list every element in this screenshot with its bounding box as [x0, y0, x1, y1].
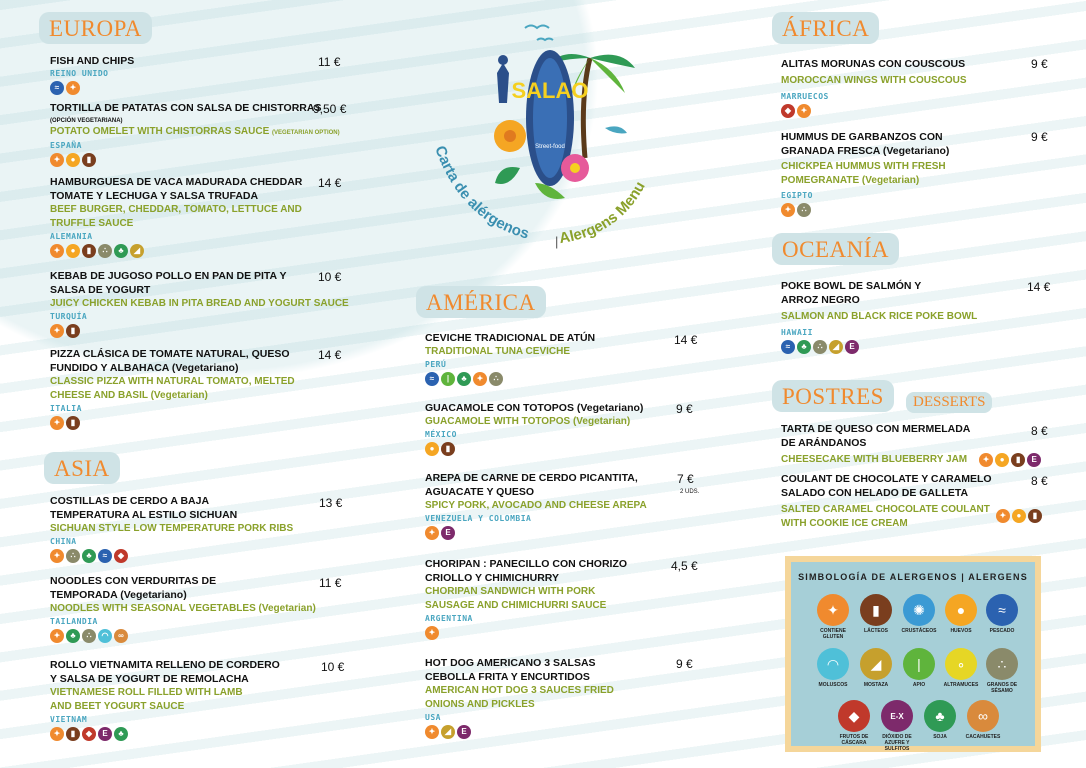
dish-country: MARRUECOS — [781, 92, 829, 101]
sesame-icon: ∴ — [82, 629, 96, 643]
celery-icon: | — [903, 648, 935, 680]
dish-name: ALITAS MORUNAS CON COUSCOUS — [781, 58, 966, 70]
dish-name: POKE BOWL DE SALMÓN Y — [781, 280, 922, 292]
dish-name: HOT DOG AMERICANO 3 SALSAS — [425, 657, 596, 669]
milk-jug-icon: ▮ — [1011, 453, 1025, 467]
dish-name-line2: AGUACATE Y QUESO — [425, 486, 535, 498]
dish-name-en-line2: TRUFFLE SAUCE — [50, 218, 134, 229]
postres-header: POSTRES — [772, 380, 894, 412]
dish-name-line2: DE ARÁNDANOS — [781, 437, 867, 449]
fish-icon: ≈ — [50, 81, 64, 95]
sesame-icon: ∴ — [66, 549, 80, 563]
dish-name-en: SICHUAN STYLE LOW TEMPERATURE PORK RIBS — [50, 523, 294, 534]
menu-item-hamburguesa — [50, 175, 302, 258]
wheat-icon: ✦ — [996, 509, 1010, 523]
dish-country: CHINA — [50, 537, 77, 546]
nut-icon: ◆ — [82, 727, 96, 741]
menu-item-pizza — [50, 347, 295, 430]
dish-name-note: (OPCIÓN VEGETARIANA) — [50, 118, 123, 124]
dish-price: 9,50 € — [313, 102, 347, 116]
dish-name-en-line2: AND BEET YOGURT SAUCE — [50, 701, 185, 712]
oceania-header: OCEANÍA — [772, 233, 899, 265]
dish-country: TAILANDIA — [50, 617, 98, 626]
logo-brand: SALAO — [511, 78, 589, 103]
wheat-icon: ✦ — [50, 324, 64, 338]
eggs-icon: ● — [995, 453, 1009, 467]
svg-text:Carta de alérgenos — [431, 144, 531, 243]
dish-price: 9 € — [676, 657, 693, 671]
menu-item-alitas-morunas — [781, 57, 967, 118]
dish-name: TARTA DE QUESO CON MERMELADA — [781, 423, 971, 435]
dish-name-line2: SALSA DE YOGURT — [50, 284, 151, 296]
logo-left-text: Carta de alérgenos — [431, 143, 531, 243]
dish-price: 13 € — [319, 496, 343, 510]
allergen-icons — [50, 727, 280, 741]
milk-jug-icon: ▮ — [66, 416, 80, 430]
dish-name: PIZZA CLÁSICA DE TOMATE NATURAL, QUESO — [50, 348, 290, 360]
dish-price: 9 € — [676, 402, 693, 416]
legend-sulfitos: E-X DIÓXIDO DE AZUFRE Y SULFITOS — [875, 700, 919, 752]
dish-price: 4,5 € — [671, 559, 698, 573]
menu-item-tarta-queso — [781, 422, 1041, 467]
dish-name-en: VIETNAMESE ROLL FILLED WITH LAMB — [50, 687, 243, 698]
allergen-icons — [425, 725, 614, 739]
milk-jug-icon: ▮ — [82, 244, 96, 258]
menu-item-ceviche — [425, 331, 595, 386]
soy-icon: ♣ — [66, 629, 80, 643]
dish-name-en: CHICKPEA HUMMUS WITH FRESH — [781, 161, 946, 172]
wheat-icon: ✦ — [50, 153, 64, 167]
nut-icon: ◆ — [114, 549, 128, 563]
asia-header: ASIA — [44, 452, 120, 484]
sesame-icon: ∴ — [797, 203, 811, 217]
dish-country: TURQUÍA — [50, 312, 88, 321]
allergen-icons — [50, 153, 340, 167]
dish-country: PERÚ — [425, 360, 447, 369]
lupin-icon: ∘ — [945, 648, 977, 680]
soy-icon: ♣ — [82, 549, 96, 563]
dish-name: NOODLES CON VERDURITAS DE — [50, 575, 217, 587]
dish-name-line2: TEMPORADA (Vegetariano) — [50, 589, 187, 601]
svg-text:Alergens Menu — [558, 179, 649, 247]
fish-icon: ≈ — [781, 340, 795, 354]
dish-units: 2 UDS. — [680, 489, 700, 495]
allergen-icons — [50, 81, 134, 95]
legend-mostaza: ◢ MOSTAZA — [854, 648, 898, 688]
sesame-icon: ∴ — [98, 244, 112, 258]
milk-jug-icon: ▮ — [441, 442, 455, 456]
legend-altramuces: ∘ ALTRAMUCES — [939, 648, 983, 688]
menu-item-fish-and-chips — [50, 54, 134, 95]
dish-country: REINO UNIDO — [50, 69, 109, 78]
dish-price: 8 € — [1031, 474, 1048, 488]
allergen-icons — [50, 244, 302, 258]
eggs-icon: ● — [1012, 509, 1026, 523]
dish-name: GUACAMOLE CON TOTOPOS (Vegetariano) — [425, 402, 644, 414]
allergen-icons — [50, 629, 316, 643]
dish-price: 14 € — [1027, 280, 1051, 294]
dish-name-line2: SALADO CON HELADO DE GALLETA — [781, 487, 969, 499]
dish-name: HUMMUS DE GARBANZOS CON — [781, 131, 943, 143]
salao-logo — [425, 18, 670, 258]
allergen-icons — [781, 203, 949, 217]
dish-name-line2: GRANADA FRESCA (Vegetariano) — [781, 145, 950, 157]
milk-jug-icon: ▮ — [1028, 509, 1042, 523]
wheat-icon: ✦ — [50, 416, 64, 430]
dish-name-en: CHEESECAKE WITH BLUEBERRY JAM — [781, 454, 968, 465]
menu-item-poke-bowl — [781, 279, 977, 354]
menu-item-hummus — [781, 130, 949, 217]
wheat-icon: ✦ — [50, 244, 64, 258]
dish-name-en: SPICY PORK, AVOCADO AND CHEESE AREPA — [425, 500, 647, 511]
dish-name: TORTILLA DE PATATAS CON SALSA DE CHISTORRAS — [50, 102, 322, 114]
legend-title: SIMBOLOGÍA DE ALERGENOS | ALERGENS — [798, 572, 1028, 582]
dish-name-en-line2: CHEESE AND BASIL (Vegetarian) — [50, 390, 208, 401]
menu-item-guacamole — [425, 401, 643, 456]
dish-name-en: SALTED CARAMEL CHOCOLATE COULANT — [781, 504, 990, 515]
allergen-icons — [50, 324, 349, 338]
menu-item-costillas — [50, 494, 293, 563]
dish-price: 8 € — [1031, 424, 1048, 438]
soy-icon: ♣ — [797, 340, 811, 354]
shell-icon: ◠ — [817, 648, 849, 680]
eggs-icon: ● — [945, 594, 977, 626]
dish-country: VIETNAM — [50, 715, 88, 724]
wheat-icon: ✦ — [66, 81, 80, 95]
europa-header: EUROPA — [39, 12, 152, 44]
legend-gluten: ✦ CONTIENE GLUTEN — [811, 594, 855, 640]
fish-icon: ≈ — [986, 594, 1018, 626]
logo-tag: Street-food — [535, 144, 565, 150]
legend-soja: ♣ SOJA — [918, 700, 962, 740]
legend-moluscos: ◠ MOLUSCOS — [811, 648, 855, 688]
sulphite-icon: E — [441, 526, 455, 540]
wheat-icon: ✦ — [425, 526, 439, 540]
wheat-icon: ✦ — [473, 372, 487, 386]
dish-name-line2: ARROZ NEGRO — [781, 294, 860, 306]
legend-pescado: ≈ PESCADO — [980, 594, 1024, 634]
allergen-icons — [425, 442, 643, 456]
sulphite-icon: E-X — [881, 700, 913, 732]
allergen-icons — [425, 626, 627, 640]
dish-country: ALEMANIA — [50, 232, 93, 241]
america-header: AMÉRICA — [416, 286, 546, 318]
eggs-icon: ● — [66, 153, 80, 167]
crab-icon: ✺ — [903, 594, 935, 626]
mustard-icon: ◢ — [860, 648, 892, 680]
menu-item-noodles — [50, 574, 316, 643]
dish-name-en-line2: ONIONS AND PICKLES — [425, 699, 535, 710]
nut-icon: ◆ — [781, 104, 795, 118]
dish-name-line2: FUNDIDO Y ALBAHACA (Vegetariano) — [50, 362, 239, 374]
sulphite-icon: E — [1027, 453, 1041, 467]
dish-name: COULANT DE CHOCOLATE Y CARAMELO — [781, 473, 992, 485]
legend-huevos: ● HUEVOS — [939, 594, 983, 634]
dish-country: MÉXICO — [425, 430, 457, 439]
menu-item-kebab — [50, 269, 349, 338]
dish-price: 7 € — [677, 472, 694, 486]
wheat-icon: ✦ — [50, 549, 64, 563]
allergen-icons — [425, 372, 595, 386]
sulphite-icon: E — [845, 340, 859, 354]
dish-price: 14 € — [318, 348, 342, 362]
allergen-legend — [785, 556, 1041, 752]
milk-jug-icon: ▮ — [82, 153, 96, 167]
dish-name: ROLLO VIETNAMITA RELLENO DE CORDERO — [50, 659, 280, 671]
legend-lacteos: ▮ LÁCTEOS — [854, 594, 898, 634]
allergen-icons — [50, 549, 293, 563]
wheat-icon: ✦ — [50, 727, 64, 741]
logo-right-text: Alergens Menu — [558, 178, 649, 248]
dish-name: KEBAB DE JUGOSO POLLO EN PAN DE PITA Y — [50, 270, 287, 282]
soy-icon: ♣ — [114, 727, 128, 741]
sulphite-icon: E — [98, 727, 112, 741]
wheat-icon: ✦ — [979, 453, 993, 467]
mustard-icon: ◢ — [441, 725, 455, 739]
sesame-icon: ∴ — [489, 372, 503, 386]
peanut-icon: ∞ — [967, 700, 999, 732]
dish-name-line2: CEBOLLA FRITA Y ENCURTIDOS — [425, 671, 590, 683]
dish-name-en: BEEF BURGER, CHEDDAR, TOMATO, LETTUCE AND — [50, 204, 302, 215]
dish-name-en-line2: SAUSAGE AND CHIMICHURRI SAUCE — [425, 600, 607, 611]
dish-country: EGIPTO — [781, 191, 813, 200]
dish-price: 11 € — [318, 55, 341, 69]
sesame-icon: ∴ — [813, 340, 827, 354]
allergen-icons — [425, 526, 647, 540]
sulphite-icon: E — [457, 725, 471, 739]
desserts-subheader: DESSERTS — [906, 392, 992, 413]
dish-country: VENEZUELA Y COLOMBIA — [425, 514, 532, 523]
menu-item-tortilla — [50, 101, 340, 167]
allergen-icons — [979, 453, 1041, 467]
menu-item-choripan — [425, 557, 627, 640]
nut-icon: ◆ — [838, 700, 870, 732]
allergen-icons — [781, 340, 977, 354]
legend-cacahuetes: ∞ CACAHUETES — [961, 700, 1005, 740]
milk-jug-icon: ▮ — [66, 324, 80, 338]
allergen-icons — [781, 104, 967, 118]
fish-icon: ≈ — [98, 549, 112, 563]
soy-icon: ♣ — [924, 700, 956, 732]
dish-name-en: TRADITIONAL TUNA CEVICHE — [425, 346, 570, 357]
peanut-icon: ∞ — [114, 629, 128, 643]
dish-price: 11 € — [319, 576, 342, 590]
dish-name-en: NOODLES WITH SEASONAL VEGETABLES (Vegetarian) — [50, 603, 316, 614]
dish-price: 9 € — [1031, 57, 1048, 71]
dish-name-en: AMERICAN HOT DOG 3 SAUCES FRIED — [425, 685, 614, 696]
legend-crustaceos: ✺ CRUSTÁCEOS — [897, 594, 941, 634]
dish-name: COSTILLAS DE CERDO A BAJA — [50, 495, 210, 507]
wheat-icon: ✦ — [817, 594, 849, 626]
dish-price: 9 € — [1031, 130, 1048, 144]
dish-price: 14 € — [318, 176, 342, 190]
wheat-icon: ✦ — [781, 203, 795, 217]
dish-name: HAMBURGUESA DE VACA MADURADA CHEDDAR — [50, 176, 303, 188]
fish-icon: ≈ — [425, 372, 439, 386]
wheat-icon: ✦ — [50, 629, 64, 643]
dish-price: 14 € — [674, 333, 698, 347]
mustard-icon: ◢ — [829, 340, 843, 354]
dish-name-en: CHORIPAN SANDWICH WITH PORK — [425, 586, 596, 597]
milk-jug-icon: ▮ — [66, 727, 80, 741]
dish-price: 10 € — [321, 660, 345, 674]
dish-country: ITALIA — [50, 404, 82, 413]
wheat-icon: ✦ — [425, 626, 439, 640]
dish-name-en-line2: WITH COOKIE ICE CREAM — [781, 518, 908, 529]
dish-country: ARGENTINA — [425, 614, 473, 623]
dish-country: ESPAÑA — [50, 141, 82, 150]
dish-name-en: GUACAMOLE WITH TOTOPOS (Vegetarian) — [425, 416, 631, 427]
menu-item-hot-dog — [425, 656, 614, 739]
dish-name-line2: Y SALSA DE YOGURT DE REMOLACHA — [50, 673, 249, 685]
dish-name-en: CLASSIC PIZZA WITH NATURAL TOMATO, MELTED — [50, 376, 295, 387]
wheat-icon: ✦ — [797, 104, 811, 118]
soy-icon: ♣ — [114, 244, 128, 258]
dish-name-en-line2: POMEGRANATE (Vegetarian) — [781, 175, 920, 186]
logo-sep: | — [555, 234, 559, 249]
dish-name: AREPA DE CARNE DE CERDO PICANTITA, — [425, 472, 638, 484]
dish-name-en: SALMON AND BLACK RICE POKE BOWL — [781, 311, 978, 322]
dish-price: 10 € — [318, 270, 342, 284]
menu-item-arepa — [425, 471, 647, 540]
menu-item-rollo-vietnamita — [50, 658, 280, 741]
milk-jug-icon: ▮ — [860, 594, 892, 626]
dish-name-line2: CRIOLLO Y CHIMICHURRY — [425, 572, 559, 584]
eggs-icon: ● — [66, 244, 80, 258]
dish-name-en: MOROCCAN WINGS WITH COUSCOUS — [781, 75, 967, 86]
legend-apio: | APIO — [897, 648, 941, 688]
legend-frutos: ◆ FRUTOS DE CÁSCARA — [832, 700, 876, 746]
dish-name-line2: TOMATE Y LECHUGA Y SALSA TRUFADA — [50, 190, 259, 202]
soy-icon: ♣ — [457, 372, 471, 386]
sesame-icon: ∴ — [986, 648, 1018, 680]
allergen-icons — [50, 416, 295, 430]
dish-name-en: POTATO OMELET WITH CHISTORRAS SAUCE (VEGETARIAN OPTION) — [50, 126, 340, 137]
dish-name-line2: TEMPERATURA AL ESTILO SICHUAN — [50, 509, 238, 521]
dish-name: FISH AND CHIPS — [50, 55, 135, 67]
dish-country: USA — [425, 713, 441, 722]
dish-name: CHORIPAN : PANECILLO CON CHORIZO — [425, 558, 628, 570]
africa-header: ÁFRICA — [772, 12, 879, 44]
wheat-icon: ✦ — [425, 725, 439, 739]
dish-name-en: JUICY CHICKEN KEBAB IN PITA BREAD AND YOGURT SAUCE — [50, 298, 349, 309]
celery-icon: | — [441, 372, 455, 386]
menu-item-coulant — [781, 472, 1042, 531]
allergen-icons — [996, 509, 1042, 523]
mustard-icon: ◢ — [130, 244, 144, 258]
dish-name: CEVICHE TRADICIONAL DE ATÚN — [425, 332, 596, 344]
shell-icon: ◠ — [98, 629, 112, 643]
dish-country: HAWAII — [781, 328, 813, 337]
legend-sesamo: ∴ GRANOS DE SÉSAMO — [980, 648, 1024, 694]
eggs-icon: ● — [425, 442, 439, 456]
